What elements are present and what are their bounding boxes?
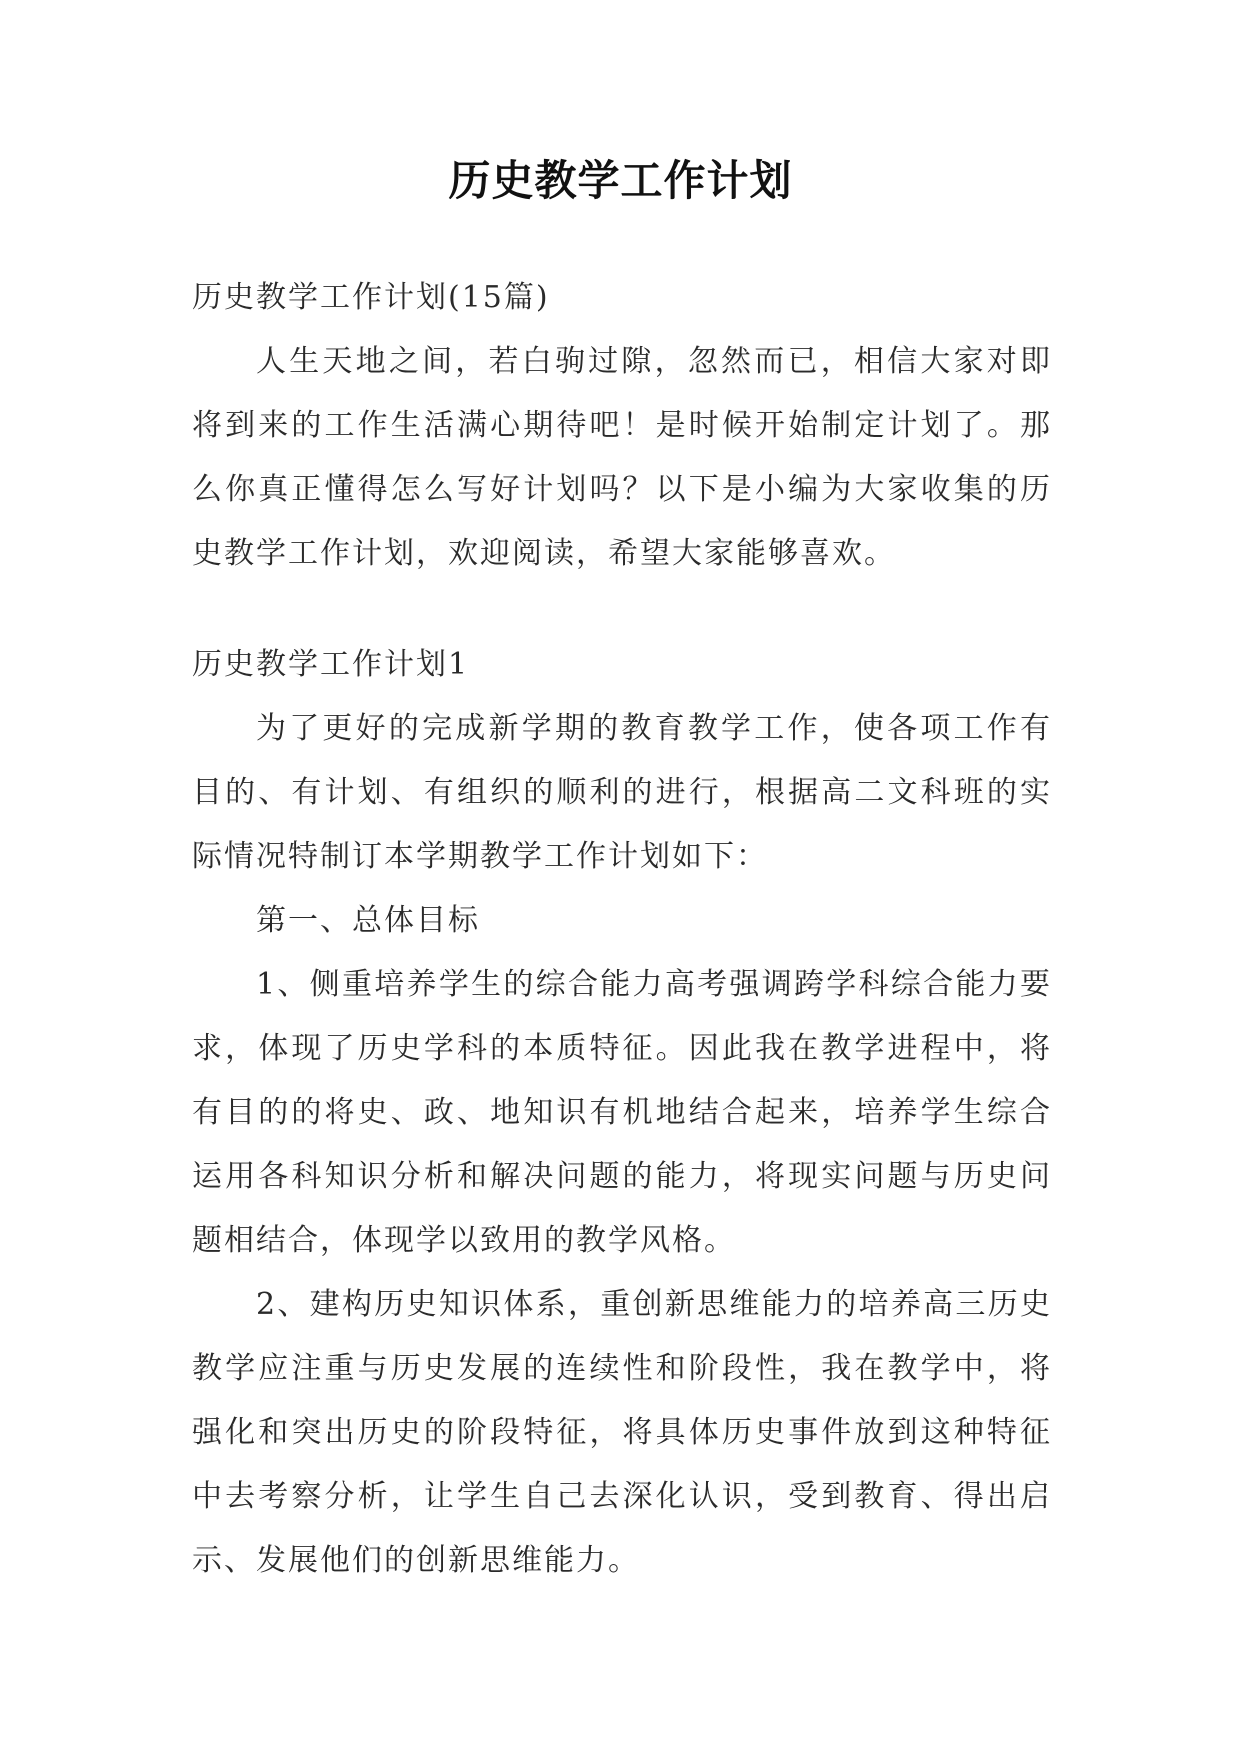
body-paragraph: 2、建构历史知识体系，重创新思维能力的培养高三历史教学应注重与历史发展的连续性和阶段性，我在教学中，将强化和突出历史的阶段特征，将具体历史事件放到这种特征中去考察分析，让学生自己去深化认识，受到教育、得出启示、发展他们的创新思维能力。 [192, 1287, 1052, 1578]
document-body [192, 266, 1052, 1593]
document-subtitle: 历史教学工作计划(15篇) [192, 280, 550, 315]
intro-paragraph: 人生天地之间，若白驹过隙，忽然而已，相信大家对即将到来的工作生活满心期待吧！是时候开始制定计划了。那么你真正懂得怎么写好计划吗？以下是小编为大家收集的历史教学工作计划，欢迎阅读，希望大家能够喜欢。 [192, 344, 1052, 571]
body-paragraph: 为了更好的完成新学期的教育教学工作，使各项工作有目的、有计划、有组织的顺利的进行，根据高二文科班的实际情况特制订本学期教学工作计划如下： [192, 711, 1052, 874]
body-paragraph: 1、侧重培养学生的综合能力高考强调跨学科综合能力要求，体现了历史学科的本质特征。因此我在教学进程中，将有目的的将史、政、地知识有机地结合起来，培养学生综合运用各科知识分析和解决问题的能力，将现实问题与历史问题相结合，体现学以致用的教学风格。 [192, 967, 1052, 1258]
document-title: 历史教学工作计划 [448, 156, 793, 205]
subheading-paragraph: 第一、总体目标 [256, 903, 480, 938]
section-heading: 历史教学工作计划1 [192, 647, 470, 682]
